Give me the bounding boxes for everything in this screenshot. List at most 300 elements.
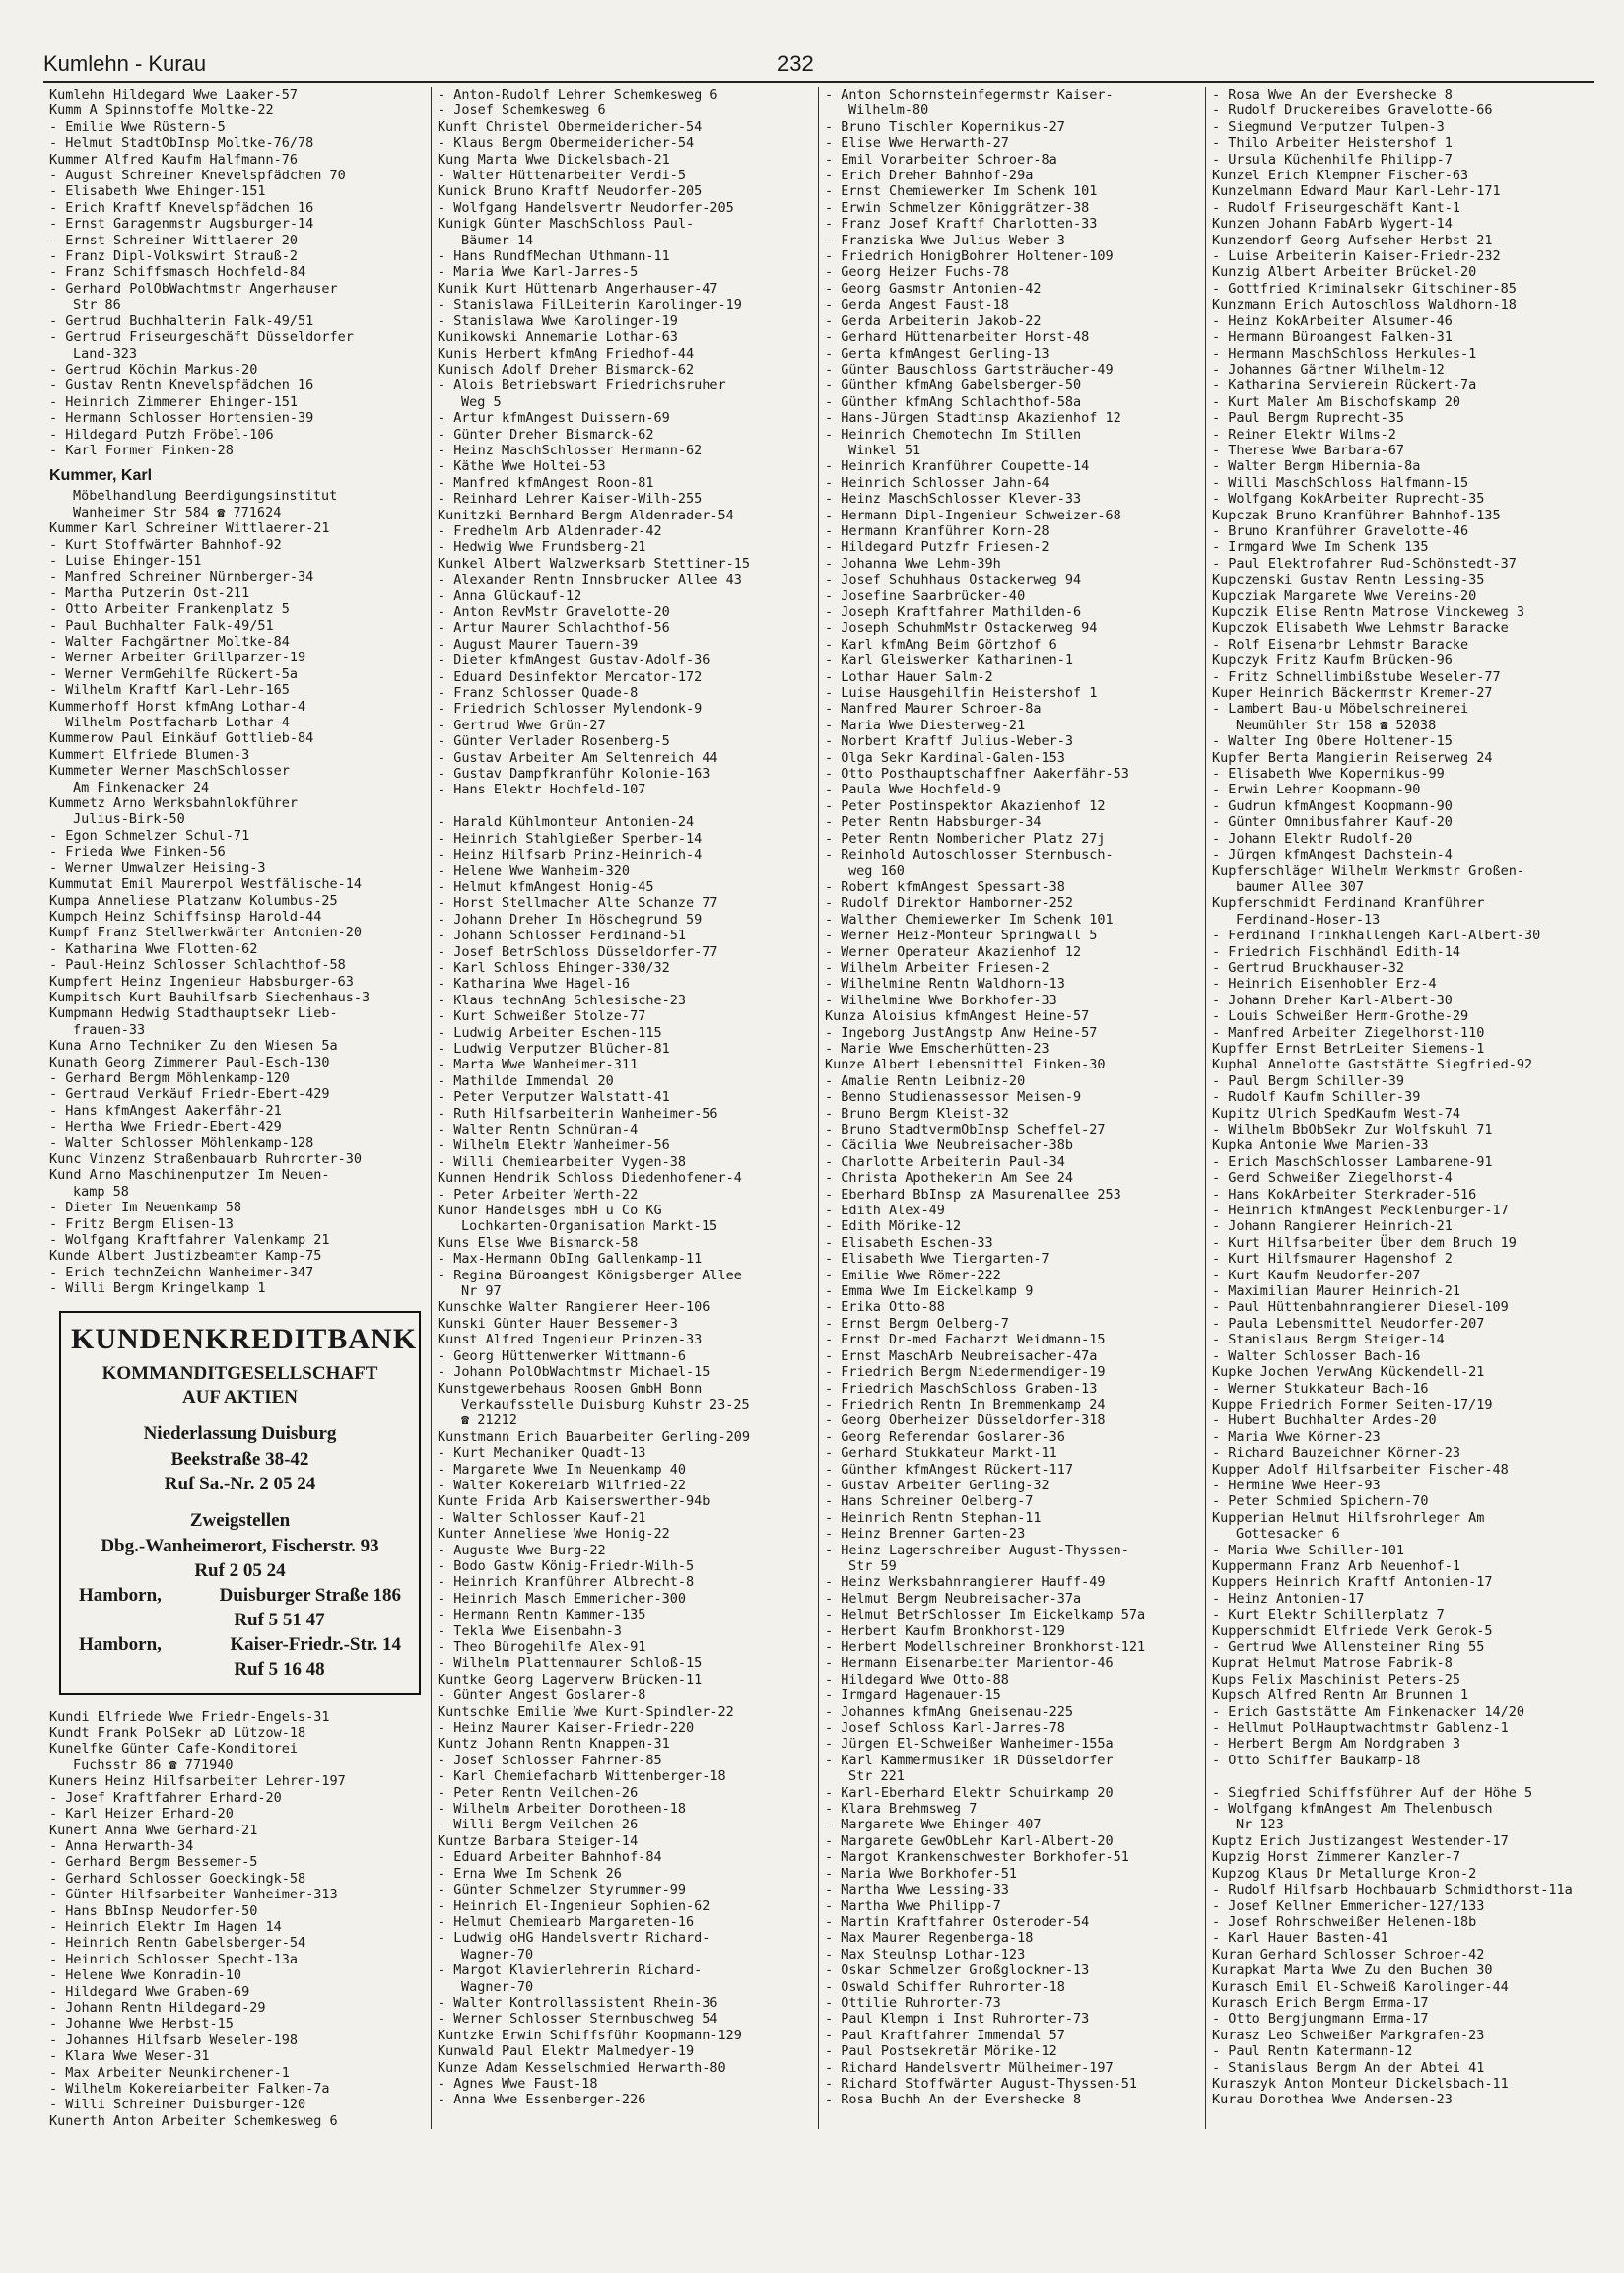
directory-entry: - Artur Maurer Schlachthof-56 — [438, 620, 670, 637]
directory-entry: - Hermann Rentn Kammer-135 — [438, 1607, 646, 1623]
directory-entry: - Ingeborg JustAngstp Anw Heine-57 — [825, 1024, 1098, 1041]
directory-entry: - Hubert Buchhalter Ardes-20 — [1212, 1412, 1437, 1429]
directory-entry: - Wolfgang Handelsvertr Neudorfer-205 — [438, 199, 734, 216]
directory-entry: - Josef BetrSchloss Düsseldorfer-77 — [438, 943, 718, 960]
column-1 — [43, 87, 431, 2129]
directory-entry: Kuppermann Franz Arb Neuenhof-1 — [1212, 1557, 1460, 1574]
directory-entry: - Kurt Kaufm Neudorfer-207 — [1212, 1267, 1421, 1283]
directory-entry: - Paul Elektrofahrer Rud-Schönstedt-37 — [1212, 555, 1517, 572]
directory-entry: - Erna Wwe Im Schenk 26 — [438, 1865, 622, 1882]
directory-entry: - Erich MaschSchlosser Lambarene-91 — [1212, 1153, 1493, 1170]
directory-entry: - Olga Sekr Kardinal-Galen-153 — [825, 749, 1065, 766]
directory-entry: - Irmgard Wwe Im Schenk 135 — [1212, 539, 1429, 556]
directory-entry: - Wilhelm Arbeiter Dorotheen-18 — [438, 1801, 686, 1818]
directory-entry: - Therese Wwe Barbara-67 — [1212, 442, 1405, 458]
directory-entry: - Manfred kfmAngest Roon-81 — [438, 474, 654, 491]
directory-entry: - Kurt Hilfsmaurer Hagenshof 2 — [1212, 1251, 1453, 1268]
directory-entry: Kuntschke Emilie Wwe Kurt-Spindler-22 — [438, 1703, 734, 1720]
directory-entry: - Ludwig oHG Handelsvertr Richard- — [438, 1930, 710, 1947]
directory-entry: - Ernst Garagenmstr Augsburger-14 — [49, 216, 314, 233]
directory-entry: - Max-Hermann ObIng Gallenkamp-11 — [438, 1251, 703, 1268]
directory-entry: - Heinrich Zimmerer Ehinger-151 — [49, 393, 298, 410]
directory-entry: - Gertrud Friseurgeschäft Düsseldorfer — [49, 329, 354, 346]
directory-heading: Kummer, Karl — [49, 467, 153, 485]
directory-entry: - Wilhelm Kokereiarbeiter Falken-7a — [49, 2081, 330, 2097]
directory-entry: - Hans kfmAngest Aakerfähr-21 — [49, 1102, 282, 1119]
directory-entry: - Marie Wwe Emscherhütten-23 — [825, 1040, 1049, 1057]
directory-entry: - Alois Betriebswart Friedrichsruher — [438, 378, 726, 394]
directory-entry: - Theo Bürogehilfe Alex-91 — [438, 1639, 646, 1655]
directory-entry: - Heinrich Schlosser Jahn-64 — [825, 474, 1049, 491]
directory-entry: - Helene Wwe Wanheim-320 — [438, 862, 631, 879]
directory-entry: - Bruno StadtvermObInsp Scheffel-27 — [825, 1122, 1106, 1137]
directory-entry: - Max Maurer Regenberga-18 — [825, 1930, 1034, 1947]
directory-entry: - Stanislawa Wwe Karolinger-19 — [438, 312, 678, 329]
directory-entry: Kupfer Berta Mangierin Reiserweg 24 — [1212, 749, 1493, 766]
directory-entry: Kunzmann Erich Autoschloss Waldhorn-18 — [1212, 297, 1517, 313]
directory-entry: - Franz Josef Kraftf Charlotten-33 — [825, 216, 1098, 233]
directory-entry: Kunik Kurt Hüttenarb Angerhauser-47 — [438, 280, 718, 297]
directory-entry: Kupzog Klaus Dr Metallurge Kron-2 — [1212, 1865, 1477, 1882]
directory-entry: - Katharina Wwe Flotten-62 — [49, 940, 258, 957]
directory-entry: - Anna Herwarth-34 — [49, 1837, 194, 1854]
directory-entry: - Gertrud Köchin Markus-20 — [49, 361, 258, 378]
directory-entry: - Heinrich Masch Emmericher-300 — [438, 1590, 686, 1607]
directory-entry: - Heinrich Kranführer Coupette-14 — [825, 458, 1090, 475]
directory-entry: - Werner Operateur Akazienhof 12 — [825, 943, 1082, 960]
directory-entry: - Werner Schlosser Sternbuschweg 54 — [438, 2011, 718, 2028]
directory-entry: Kupczok Elisabeth Wwe Lehmstr Baracke — [1212, 620, 1509, 637]
directory-entry: Bäumer-14 — [461, 232, 534, 248]
directory-entry: Kupferschmidt Ferdinand Kranführer — [1212, 895, 1485, 912]
directory-entry: - Kurt Maler Am Bischofskamp 20 — [1212, 393, 1460, 410]
directory-entry: - Karl Chemiefacharb Wittenberger-18 — [438, 1768, 726, 1785]
directory-entry: - Karl Schloss Ehinger-330/32 — [438, 959, 670, 976]
directory-entry: - Werner Arbeiter Grillparzer-19 — [49, 650, 306, 666]
directory-entry: - Johannes Hilfsarb Weseler-198 — [49, 2032, 298, 2048]
directory-entry: - Emilie Wwe Römer-222 — [825, 1267, 1001, 1283]
directory-entry: - Heinrich El-Ingenieur Sophien-62 — [438, 1897, 710, 1914]
directory-entry: - Hildegard Wwe Otto-88 — [825, 1671, 1009, 1688]
directory-entry: - Heinz Maurer Kaiser-Friedr-220 — [438, 1720, 695, 1737]
directory-entry: - Paul Klempn i Inst Ruhrorter-73 — [825, 2011, 1090, 2028]
directory-entry: - Emma Wwe Im Eickelkamp 9 — [825, 1283, 1034, 1300]
directory-entry: - Manfred Schreiner Nürnberger-34 — [49, 569, 314, 585]
directory-entry: - Karl Hauer Basten-41 — [1212, 1930, 1388, 1947]
directory-entry: - Walther Chemiewerker Im Schenk 101 — [825, 911, 1114, 928]
directory-entry: kamp 58 — [73, 1183, 129, 1200]
directory-entry: - Rolf Eisenarbr Lehmstr Baracke — [1212, 636, 1469, 653]
directory-entry: - Richard Stoffwärter August-Thyssen-51 — [825, 2075, 1137, 2092]
directory-entry: - Reiner Elektr Wilms-2 — [1212, 426, 1396, 443]
directory-entry: Kumpmann Hedwig Stadthauptsekr Lieb- — [49, 1005, 338, 1022]
directory-entry: - Rosa Buchh An der Evershecke 8 — [825, 2092, 1082, 2108]
directory-entry: - Ludwig Arbeiter Eschen-115 — [438, 1024, 662, 1041]
directory-entry: Kumm A Spinnstoffe Moltke-22 — [49, 103, 274, 119]
directory-entry: - Karl kfmAng Beim Görtzhof 6 — [825, 636, 1057, 653]
directory-entry: - Johanne Wwe Herbst-15 — [49, 2016, 234, 2032]
directory-entry: Kunzel Erich Klempner Fischer-63 — [1212, 168, 1469, 184]
directory-entry: Kummer Alfred Kaufm Halfmann-76 — [49, 151, 298, 168]
directory-entry: - Otto Bergjungmann Emma-17 — [1212, 2011, 1429, 2028]
directory-entry: - Heinrich kfmAngest Mecklenburger-17 — [1212, 1203, 1509, 1219]
directory-entry: - Josef Rohrschweißer Helenen-18b — [1212, 1913, 1477, 1930]
directory-entry: - Joseph SchuhmMstr Ostackerweg 94 — [825, 620, 1098, 637]
directory-entry: - Walter Schlosser Kauf-21 — [438, 1509, 646, 1526]
directory-entry: - Amalie Rentn Leibniz-20 — [825, 1072, 1026, 1089]
directory-entry: Kunza Aloisius kfmAngest Heine-57 — [825, 1008, 1090, 1025]
directory-entry: - Luise Arbeiterin Kaiser-Friedr-232 — [1212, 248, 1501, 265]
directory-entry: - Paul Buchhalter Falk-49/51 — [49, 617, 274, 634]
directory-entry: - Margot Klavierlehrerin Richard- — [438, 1963, 703, 1979]
directory-entry: - Ernst Dr-med Facharzt Weidmann-15 — [825, 1332, 1106, 1348]
branch-2-address — [71, 1583, 409, 1608]
directory-entry: Kunft Christel Obermeidericher-54 — [438, 118, 703, 135]
directory-entry: Kuptz Erich Justizangest Westender-17 — [1212, 1832, 1509, 1849]
directory-entry: - Hedwig Wwe Frundsberg-21 — [438, 539, 646, 556]
directory-entry: - Helmut Bergm Neubreisacher-37a — [825, 1590, 1082, 1607]
directory-entry: - Jürgen kfmAngest Dachstein-4 — [1212, 847, 1453, 863]
directory-entry: - Robert kfmAngest Spessart-38 — [825, 878, 1065, 895]
directory-entry: - Louis Schweißer Herm-Grothe-29 — [1212, 1008, 1469, 1025]
directory-entry: - Gustav Rentn Knevelspfädchen 16 — [49, 378, 314, 394]
directory-entry: - Wilhelm BbObSekr Zur Wolfskuhl 71 — [1212, 1122, 1493, 1137]
directory-entry: Möbelhandlung Beerdigungsinstitut — [73, 488, 338, 505]
directory-entry: - Karl Former Finken-28 — [49, 442, 234, 458]
directory-entry: - Johann Elektr Rudolf-20 — [1212, 830, 1413, 847]
page-number: 232 — [778, 51, 814, 76]
directory-entry: - Josef Schemkesweg 6 — [438, 103, 606, 119]
directory-entry: - Johann PolObWachtmstr Michael-15 — [438, 1364, 710, 1381]
directory-entry: - Günther kfmAng Gabelsberger-50 — [825, 378, 1082, 394]
directory-entry: Kunze Albert Lebensmittel Finken-30 — [825, 1057, 1106, 1073]
directory-entry: - Wilhelm Plattenmaurer Schloß-15 — [438, 1655, 703, 1672]
directory-entry: - Oskar Schmelzer Großglockner-13 — [825, 1963, 1090, 1979]
directory-entry: Kunst Alfred Ingenieur Prinzen-33 — [438, 1332, 703, 1348]
branch-1-phone: Ruf 2 05 24 — [194, 1559, 286, 1581]
directory-entry: - Johanna Wwe Lehm-39h — [825, 555, 1001, 572]
directory-entry: Kunikowski Annemarie Lothar-63 — [438, 329, 678, 346]
directory-entry: - Rudolf Druckereibes Gravelotte-66 — [1212, 103, 1493, 119]
directory-entry: Kumpa Anneliese Platzanw Kolumbus-25 — [49, 892, 338, 909]
directory-entry: Kunigk Günter MaschSchloss Paul- — [438, 216, 695, 233]
directory-entry: - Georg Hüttenwerker Wittmann-6 — [438, 1347, 686, 1364]
directory-entry: ☎ 21212 — [461, 1412, 517, 1429]
directory-entry: - Margarete Wwe Im Neuenkamp 40 — [438, 1461, 686, 1478]
directory-entry: - Christa Apothekerin Am See 24 — [825, 1170, 1073, 1187]
directory-entry: - Anton Schornsteinfegermstr Kaiser- — [825, 87, 1114, 103]
directory-entry: - Hildegard Putzh Fröbel-106 — [49, 426, 274, 443]
directory-entry: Kurasch Emil El-Schweiß Karolinger-44 — [1212, 1978, 1509, 1995]
directory-entry: Kuraszyk Anton Monteur Dickelsbach-11 — [1212, 2075, 1509, 2092]
directory-entry: Kummer Karl Schreiner Wittlaerer-21 — [49, 520, 330, 537]
directory-entry: - Alexander Rentn Innsbrucker Allee 43 — [438, 572, 742, 588]
directory-entry: - Manfred Maurer Schroer-8a — [825, 701, 1042, 718]
directory-entry: Lochkarten-Organisation Markt-15 — [461, 1218, 718, 1235]
directory-entry: - Herbert Bergm Am Nordgraben 3 — [1212, 1736, 1460, 1753]
directory-entry: - Hildegard Wwe Graben-69 — [49, 1983, 250, 2000]
directory-entry: - Horst Stellmacher Alte Schanze 77 — [438, 895, 718, 912]
directory-entry: - Karl Heizer Erhard-20 — [49, 1806, 234, 1823]
directory-entry: - Benno Studienassessor Meisen-9 — [825, 1089, 1082, 1106]
directory-entry: Kunschke Walter Rangierer Heer-106 — [438, 1299, 710, 1316]
directory-entry: Weg 5 — [461, 393, 502, 410]
directory-entry: - Klara Brehmsweg 7 — [825, 1801, 978, 1818]
directory-entry: - Karl Kammermusiker iR Düsseldorfer — [825, 1752, 1114, 1768]
directory-entry: - Tekla Wwe Eisenbahn-3 — [438, 1622, 622, 1639]
column-2 — [431, 87, 818, 2129]
directory-entry: - Heinrich Eisenhobler Erz-4 — [1212, 976, 1437, 993]
directory-entry: - Hans Elektr Hochfeld-107 — [438, 782, 646, 798]
directory-entry — [438, 798, 812, 814]
branch-3-address — [71, 1632, 409, 1657]
directory-entry: Kupffer Ernst BetrLeiter Siemens-1 — [1212, 1040, 1485, 1057]
directory-entry: - Maria Wwe Körner-23 — [1212, 1428, 1381, 1445]
directory-entry: - Gertraud Verkäuf Friedr-Ebert-429 — [49, 1086, 330, 1103]
directory-entry: - Harald Kühlmonteur Antonien-24 — [438, 814, 695, 831]
directory-entry: - Rosa Wwe An der Evershecke 8 — [1212, 87, 1453, 103]
directory-entry: - Gerhard Hüttenarbeiter Horst-48 — [825, 329, 1090, 346]
directory-entry: - Gerhard PolObWachtmstr Angerhauser — [49, 280, 338, 297]
directory-entry: - Irmgard Hagenauer-15 — [825, 1688, 1001, 1704]
directory-entry: - Paula Lebensmittel Neudorfer-207 — [1212, 1315, 1485, 1332]
directory-entry: - Günter Omnibusfahrer Kauf-20 — [1212, 814, 1453, 831]
directory-entry: Kung Marta Wwe Dickelsbach-21 — [438, 151, 670, 168]
directory-entry: - Werner Umwalzer Heising-3 — [49, 860, 266, 876]
bank-legal-form-2: AUF AKTIEN — [181, 1386, 298, 1408]
directory-entry: - Ursula Küchenhilfe Philipp-7 — [1212, 151, 1453, 168]
directory-entry: - Walter Bergm Hibernia-8a — [1212, 458, 1421, 475]
directory-entry: - Elisabeth Wwe Ehinger-151 — [49, 183, 266, 200]
directory-entry: - Kurt Elektr Schillerplatz 7 — [1212, 1607, 1445, 1623]
directory-entry: - Herbert Kaufm Bronkhorst-129 — [825, 1622, 1065, 1639]
branch-3-phone: Ruf 5 16 48 — [234, 1658, 325, 1680]
directory-entry: - Franz Schiffsmasch Hochfeld-84 — [49, 264, 306, 281]
directory-entry: - Hermann Schlosser Hortensien-39 — [49, 410, 314, 427]
directory-entry: - Gustav Arbeiter Am Seltenreich 44 — [438, 749, 718, 766]
columns — [43, 87, 1594, 2129]
directory-entry: - Helmut kfmAngest Honig-45 — [438, 878, 654, 895]
directory-entry: - Hans-Jürgen Stadtinsp Akazienhof 12 — [825, 410, 1121, 427]
column-3 — [818, 87, 1205, 2129]
directory-entry: - Maximilian Maurer Heinrich-21 — [1212, 1283, 1460, 1300]
directory-entry: - Maria Wwe Karl-Jarres-5 — [438, 264, 639, 281]
directory-entry: - Heinz Antonien-17 — [1212, 1590, 1365, 1607]
directory-entry: - Oswald Schiffer Ruhrorter-18 — [825, 1978, 1065, 1995]
directory-entry: Kupczik Elise Rentn Matrose Vinckeweg 3 — [1212, 604, 1524, 620]
directory-entry: Kuppe Friedrich Former Seiten-17/19 — [1212, 1396, 1493, 1412]
directory-entry: - Willi Chemiearbeiter Vygen-38 — [438, 1153, 686, 1170]
directory-entry: - Friedrich MaschSchloss Graben-13 — [825, 1380, 1098, 1397]
directory-entry: - Friedrich HonigBohrer Holtener-109 — [825, 248, 1114, 265]
directory-entry: Kupitz Ulrich SpedKaufm West-74 — [1212, 1105, 1460, 1122]
directory-entry: - Walter Hüttenarbeiter Verdi-5 — [438, 168, 686, 184]
directory-entry: Kundt Frank PolSekr aD Lützow-18 — [49, 1725, 306, 1742]
directory-entry: Kuprat Helmut Matrose Fabrik-8 — [1212, 1655, 1453, 1672]
directory-entry: Kuper Heinrich Bäckermstr Kremer-27 — [1212, 685, 1493, 702]
directory-entry: - Hildegard Putzfr Friesen-2 — [825, 539, 1049, 556]
directory-entry: - Gottfried Kriminalsekr Gitschiner-85 — [1212, 280, 1517, 297]
directory-entry: baumer Allee 307 — [1236, 878, 1365, 895]
directory-entry: - Fritz Bergm Elisen-13 — [49, 1215, 234, 1232]
directory-entry: - Walter Schlosser Möhlenkamp-128 — [49, 1135, 314, 1151]
directory-entry: - Wilhelm Postfacharb Lothar-4 — [49, 715, 290, 731]
directory-entry: - Wilhelm Arbeiter Friesen-2 — [825, 959, 1049, 976]
directory-entry: Kupka Antonie Wwe Marien-33 — [1212, 1137, 1429, 1154]
directory-entry: - Willi MaschSchloss Halfmann-15 — [1212, 474, 1469, 491]
directory-entry: - Maria Wwe Borkhofer-51 — [825, 1865, 1018, 1882]
directory-entry: - Bodo Gastw König-Friedr-Wilh-5 — [438, 1557, 695, 1574]
directory-entry: - Ferdinand Trinkhallengeh Karl-Albert-30 — [1212, 928, 1541, 944]
directory-entry: - Dieter Im Neuenkamp 58 — [49, 1200, 242, 1216]
directory-entry: - Paula Wwe Hochfeld-9 — [825, 782, 1001, 798]
directory-entry: - Otto Schiffer Baukamp-18 — [1212, 1752, 1421, 1768]
directory-entry: Fuchsstr 86 ☎ 771940 — [73, 1756, 234, 1773]
directory-entry: - Gertrud Bruckhauser-32 — [1212, 959, 1405, 976]
directory-entry: - Walter Kontrollassistent Rhein-36 — [438, 1994, 718, 2011]
directory-entry: Kunstgewerbehaus Roosen GmbH Bonn — [438, 1380, 703, 1397]
directory-entry: - Hertha Wwe Friedr-Ebert-429 — [49, 1119, 282, 1136]
directory-entry: - Frieda Wwe Finken-56 — [49, 844, 226, 861]
directory-entry: weg 160 — [848, 862, 905, 879]
directory-entry: - Friedrich Fischhändl Edith-14 — [1212, 943, 1460, 960]
directory-entry: - Anna Wwe Essenberger-226 — [438, 2092, 646, 2108]
directory-entry: - Wilhelmine Wwe Borkhofer-33 — [825, 992, 1057, 1008]
directory-entry: - Walter Rentn Schnüran-4 — [438, 1122, 639, 1137]
directory-entry: - Otto Posthauptschaffner Aakerfähr-53 — [825, 766, 1129, 783]
directory-entry: - Paul Kraftfahrer Immendal 57 — [825, 2027, 1065, 2043]
directory-entry: - Erich Gaststätte Am Finkenacker 14/20 — [1212, 1703, 1524, 1720]
directory-entry: - Heinz MaschSchlosser Klever-33 — [825, 491, 1082, 508]
directory-entry: - Walter Kokereiarb Wilfried-22 — [438, 1477, 686, 1493]
directory-entry: Kupczenski Gustav Rentn Lessing-35 — [1212, 572, 1485, 588]
directory-entry: - Johannes kfmAng Gneisenau-225 — [825, 1703, 1073, 1720]
directory-entry: - Gerda Arbeiterin Jakob-22 — [825, 312, 1042, 329]
directory-entry: - Helmut StadtObInsp Moltke-76/78 — [49, 135, 314, 152]
directory-entry: - Norbert Kraftf Julius-Weber-3 — [825, 733, 1073, 750]
directory-entry: Kumpf Franz Stellwerkwärter Antonien-20 — [49, 925, 362, 941]
directory-entry: Kummert Elfriede Blumen-3 — [49, 746, 250, 763]
directory-entry: - Reinhard Lehrer Kaiser-Wilh-255 — [438, 491, 703, 508]
directory-entry: - Georg Gasmstr Antonien-42 — [825, 280, 1042, 297]
directory-entry: - Walter Ing Obere Holtener-15 — [1212, 733, 1453, 750]
directory-entry: Kupke Jochen VerwAng Kückendell-21 — [1212, 1364, 1485, 1381]
directory-entry: - Ruth Hilfsarbeiterin Wanheimer-56 — [438, 1105, 718, 1122]
directory-entry: - Heinz Hilfsarb Prinz-Heinrich-4 — [438, 847, 703, 863]
directory-entry: - Katharina Wwe Hagel-16 — [438, 976, 631, 993]
directory-entry: - Günter Schmelzer Styrummer-99 — [438, 1882, 686, 1898]
directory-entry: - Johannes Gärtner Wilhelm-12 — [1212, 361, 1445, 378]
directory-entry: - Erwin Lehrer Koopmann-90 — [1212, 782, 1421, 798]
directory-entry: - Peter Rentn Nombericher Platz 27j — [825, 830, 1106, 847]
directory-entry: - Kurt Stoffwärter Bahnhof-92 — [49, 536, 282, 553]
directory-entry: Kummerow Paul Einkäuf Gottlieb-84 — [49, 730, 314, 747]
directory-entry: Kumpch Heinz Schiffsinsp Harold-44 — [49, 908, 322, 925]
directory-entry: - Kurt Mechaniker Quadt-13 — [438, 1445, 646, 1462]
directory-entry: - Margarete GewObLehr Karl-Albert-20 — [825, 1832, 1114, 1849]
directory-entry: - Agnes Wwe Faust-18 — [438, 2075, 598, 2092]
branch-1-address: Dbg.-Wanheimerort, Fischerstr. 93 — [101, 1535, 379, 1556]
directory-entry: - Fredhelm Arb Aldenrader-42 — [438, 522, 662, 539]
directory-entry: Nr 123 — [1236, 1817, 1284, 1833]
directory-entry: Kunzelmann Edward Maur Karl-Lehr-171 — [1212, 183, 1501, 200]
directory-entry: - Eduard Desinfektor Mercator-172 — [438, 668, 703, 685]
directory-entry: - August Maurer Tauern-39 — [438, 636, 639, 653]
directory-entry: - Heinz Werksbahnrangierer Hauff-49 — [825, 1574, 1106, 1591]
directory-entry: - Emilie Wwe Rüstern-5 — [49, 118, 226, 135]
directory-entry: Kupper Adolf Hilfsarbeiter Fischer-48 — [1212, 1461, 1509, 1478]
directory-entry: Am Finkenacker 24 — [73, 779, 210, 795]
directory-entry: - Georg Heizer Fuchs-78 — [825, 264, 1009, 281]
directory-entry: - August Schreiner Knevelspfädchen 70 — [49, 168, 346, 184]
directory-entry: Kummutat Emil Maurerpol Westfälische-14 — [49, 876, 362, 893]
directory-entry: - Ernst Schreiner Wittlaerer-20 — [49, 232, 298, 248]
directory-entry: - Franz Dipl-Volkswirt Strauß-2 — [49, 248, 298, 265]
directory-entry: - Willi Bergm Veilchen-26 — [438, 1817, 639, 1833]
directory-entry: Kunter Anneliese Wwe Honig-22 — [438, 1526, 670, 1543]
directory-entry: - Hans Schreiner Oelberg-7 — [825, 1493, 1034, 1510]
directory-entry: - Anton-Rudolf Lehrer Schemkesweg 6 — [438, 87, 718, 103]
directory-entry: - Walter Schlosser Bach-16 — [1212, 1347, 1421, 1364]
directory-entry: - Hermann Eisenarbeiter Marientor-46 — [825, 1655, 1114, 1672]
directory-entry: Winkel 51 — [848, 442, 921, 458]
directory-entry: - Stanislawa FilLeiterin Karolinger-19 — [438, 297, 742, 313]
directory-entry: Julius-Birk-50 — [73, 811, 185, 828]
directory-entry: Wagner-70 — [461, 1946, 534, 1963]
directory-entry: - Helene Wwe Konradin-10 — [49, 1967, 242, 1984]
directory-entry: - Luise Hausgehilfin Heistershof 1 — [825, 685, 1098, 702]
directory-entry: Kuntzke Erwin Schiffsführ Koopmann-129 — [438, 2027, 742, 2043]
directory-entry: - Thilo Arbeiter Heistershof 1 — [1212, 135, 1453, 152]
directory-entry: - Werner VermGehilfe Rückert-5a — [49, 665, 298, 682]
directory-entry: Land-323 — [73, 345, 138, 362]
directory-entry: - Marta Wwe Wanheimer-311 — [438, 1057, 639, 1073]
directory-entry: Kupperschmidt Elfriede Verk Gerok-5 — [1212, 1622, 1493, 1639]
directory-entry: - Eduard Arbeiter Bahnhof-84 — [438, 1849, 662, 1866]
directory-entry: - Kurt Schweißer Stolze-77 — [438, 1008, 646, 1025]
bank-street: Beekstraße 38-42 — [170, 1448, 309, 1470]
directory-entry: - Mathilde Immendal 20 — [438, 1072, 614, 1089]
bank-branch: Niederlassung Duisburg — [143, 1422, 337, 1444]
directory-entry: - Günter Hilfsarbeiter Wanheimer-313 — [49, 1887, 338, 1903]
directory-entry: - Heinrich Rentn Stephan-11 — [825, 1509, 1042, 1526]
directory-entry: - Anna Glückauf-12 — [438, 587, 582, 604]
directory-entry: Kunze Adam Kesselschmied Herwarth-80 — [438, 2059, 726, 2076]
directory-entry: - Gerd Schweißer Ziegelhorst-4 — [1212, 1170, 1453, 1187]
directory-entry: Kupsch Alfred Rentn Am Brunnen 1 — [1212, 1688, 1469, 1704]
directory-entry: - Josef Schuhhaus Ostackerweg 94 — [825, 572, 1082, 588]
directory-entry: - Johann Dreher Im Höschegrund 59 — [438, 911, 703, 928]
directory-entry: Wilhelm-80 — [848, 103, 929, 119]
directory-entry: - Georg Referendar Goslarer-36 — [825, 1428, 1065, 1445]
directory-entry: - Erwin Schmelzer Königgrätzer-38 — [825, 199, 1090, 216]
bank-advertisement — [59, 1311, 421, 1695]
directory-entry: - Willi Bergm Kringelkamp 1 — [49, 1280, 266, 1297]
directory-entry: - Paul Rentn Katermann-12 — [1212, 2043, 1413, 2060]
directory-entry: Kuphal Annelotte Gaststätte Siegfried-92 — [1212, 1057, 1533, 1073]
directory-entry: - Peter Rentn Habsburger-34 — [825, 814, 1042, 831]
directory-entry: - Siegfried Schiffsführer Auf der Höhe 5 — [1212, 1784, 1533, 1801]
directory-entry: - Lambert Bau-u Möbelschreinerei — [1212, 701, 1469, 718]
directory-entry: Kunis Herbert kfmAng Friedhof-44 — [438, 345, 695, 362]
branch-2-place: Hamborn, — [79, 1584, 162, 1606]
directory-entry: Kunelfke Günter Cafe-Konditorei — [49, 1741, 298, 1757]
directory-entry: - Günther kfmAng Schlachthof-58a — [825, 393, 1082, 410]
page-header — [43, 51, 1594, 83]
directory-entry: - Paul Bergm Schiller-39 — [1212, 1072, 1405, 1089]
directory-entry: Verkaufsstelle Duisburg Kuhstr 23-25 — [461, 1396, 750, 1412]
directory-entry: - Josef Kraftfahrer Erhard-20 — [49, 1789, 282, 1806]
